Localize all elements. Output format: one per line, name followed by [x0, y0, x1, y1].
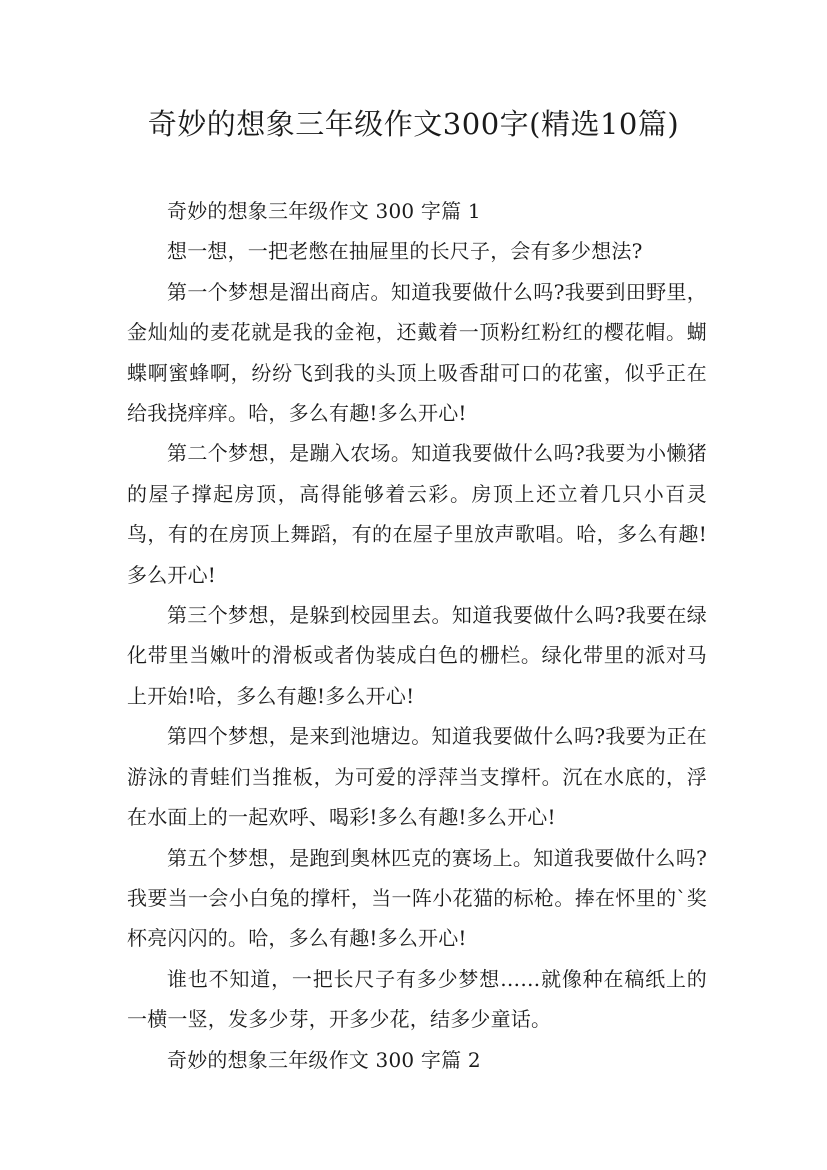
document-title: 奇妙的想象三年级作文300字(精选10篇): [147, 107, 680, 141]
paragraph: 第三个梦想，是躲到校园里去。知道我要做什么吗?我要在绿化带里当嫩叶的滑板或者伪装成白色的栅栏。绿化带里的派对马上开始!哈，多么有趣!多么开心!: [127, 603, 707, 708]
paragraph: 第五个梦想，是跑到奥林匹克的赛场上。知道我要做什么吗?我要当一会小白兔的撑杆，当一阵小花猫的标枪。捧在怀里的`奖杯亮闪闪的。哈，多么有趣!多么开心!: [127, 845, 707, 951]
document-body: [127, 191, 707, 1080]
section-heading: 奇妙的想象三年级作文 300 字篇 1: [167, 199, 481, 223]
section-heading: 奇妙的想象三年级作文 300 字篇 2: [167, 1047, 481, 1072]
paragraph: 第一个梦想是溜出商店。知道我要做什么吗?我要到田野里，金灿灿的麦花就是我的金袍，还戴着一顶粉红粉红的樱花帽。蝴蝶啊蜜蜂啊，纷纷飞到我的头顶上吸香甜可口的花蜜，似乎正在给我挠痒痒。哈，多么有趣!多么开心!: [127, 279, 707, 426]
paragraph: 想一想，一把老憋在抽屉里的长尺子，会有多少想法?: [167, 239, 643, 264]
paragraph: 第四个梦想，是来到池塘边。知道我要做什么吗?我要为正在游泳的青蛙们当推板，为可爱的浮萍当支撑杆。沉在水底的，浮在水面上的一起欢呼、喝彩!多么有趣!多么开心!: [127, 724, 707, 830]
paragraph: 谁也不知道，一把长尺子有多少梦想……就像种在稿纸上的一横一竖，发多少芽，开多少花，结多少童话。: [127, 966, 707, 1032]
paragraph: 第二个梦想，是蹦入农场。知道我要做什么吗?我要为小懒猪的屋子撑起房顶，高得能够着云彩。房顶上还立着几只小百灵鸟，有的在房顶上舞蹈，有的在屋子里放声歌唱。哈，多么有趣!多么开心!: [127, 441, 707, 587]
